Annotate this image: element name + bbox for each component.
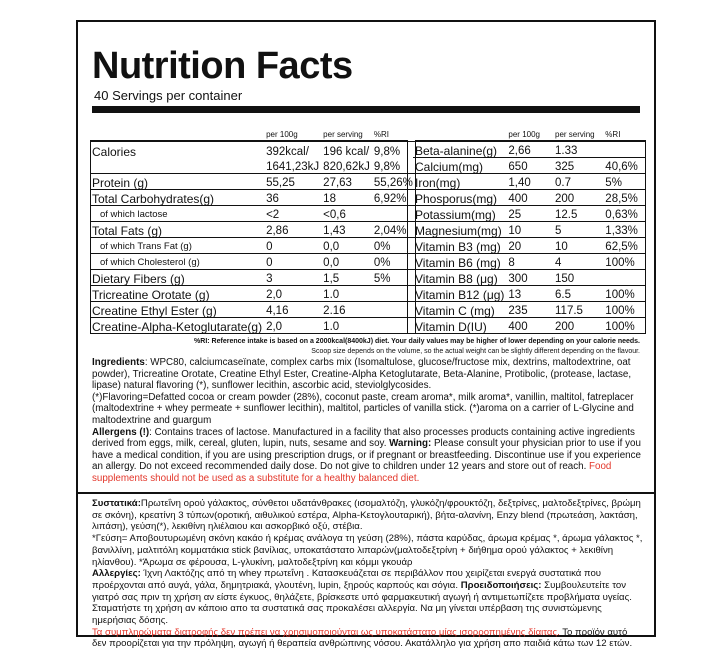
ri-percent — [603, 270, 645, 286]
page-title: Nutrition Facts — [92, 45, 353, 87]
nutrient-value: 2,0 — [264, 286, 321, 302]
greek-ingredients-section — [92, 498, 644, 650]
nutrient-value: 200 — [553, 318, 603, 334]
warning-text: Please consult your physician prior to use if you have a medical condition, if you are using prescription drugs, or if pregnant or breastfeeding. Discontinue use if you experience an allergy. Do not exceed recommended daily dose. Do not give to children under 12 years and store out of reach. — [92, 438, 641, 473]
nutrient-value: 10 — [506, 222, 553, 238]
greek-allergens-label: Αλλεργίες: — [92, 568, 141, 580]
supplement-warning: Food supplements should not be used as a substitute for a healthy balanced diet. — [92, 461, 612, 484]
nutrient-name: Creatine Ethyl Ester (g) — [90, 302, 264, 318]
greek-flavoring-paragraph: *Γεύση= Αποβουτυρωμένη σκόνη κακάο ή κρέμας ανάλογα τη γεύση (28%), πάστα καρύδας, άρωμα κρέμας *, άρωμα γάλακτος *, βανιλλίνη, μαλτιτόλη κομματάκια stick βανίλιας, υποκατάστατο λιπαρών(μαλτοδεξτρίνη + διήθημα ορού γάλακτος + λεκιθίνη ηλίανθου). *Άρωμα σε φέρουσα, L-γλυκίνη, μαλτοδεξτρίνη και κόμμι γκουάρ — [92, 533, 643, 568]
table-row — [413, 174, 645, 190]
nutrient-value: 0,0 — [321, 254, 372, 270]
nutrient-value: 196 kcal/ — [321, 142, 372, 158]
right-column-header: per 100g — [508, 130, 540, 139]
nutrient-value: 400 — [506, 318, 553, 334]
nutrient-name: Phosporus(mg) — [413, 190, 506, 206]
table-row — [90, 318, 415, 334]
nutrient-value: 235 — [506, 302, 553, 318]
left-column-header: per serving — [323, 130, 363, 139]
nutrient-name: Magnesium(mg) — [413, 222, 506, 238]
nutrient-name: Protein (g) — [90, 174, 264, 190]
warning-label: Warning: — [389, 438, 432, 450]
ingredients-label: Ingredients — [92, 357, 145, 368]
nutrient-value: 325 — [553, 158, 603, 174]
greek-allergens-text: Ίχνη Λακτόζης από τη whey πρωτεΐνη . Κατασκευάζεται σε περιβάλλον που χειρίζεται ενεργά συστατικά που προέρχονται από αυγά, γάλα, δημητριακά, γλουτένη, lupin, ξηρούς καρπούς και σόγια. — [92, 568, 602, 591]
scoop-size-note: Scoop size depends on the volume, so the actual weight can be slightly different depending on the flavour. — [311, 348, 640, 355]
nutrient-value: 150 — [553, 270, 603, 286]
ri-percent: 55,26% — [372, 174, 415, 190]
nutrient-value: 1,5 — [321, 270, 372, 286]
allergens-text: : Contains traces of lactose. Manufactured in a facility that also processes products containing active ingredients derived from eggs, milk, cereal, gluten, lupin, nuts, sesame and soy. — [92, 426, 635, 450]
ri-percent: 9,8% — [372, 158, 415, 174]
table-row — [413, 286, 645, 302]
nutrient-name: Vitamin C (mg) — [413, 302, 506, 318]
ri-percent: 1,33% — [603, 222, 645, 238]
greek-warning-text: Συμβουλευτείτε τον γιατρό σας πριν τη χρήση αν είστε έγκυος, θηλάζετε, βρίσκεστε υπό φαρμακευτική αγωγή ή αντιμετωπίζετε προβλήματα υγείας. Σταματήστε τη χρήση αν κάποιο απο τα συστατικά σας προκαλέσει αλλεργία. Να μη γίνεται υπέρβαση της συνιστώμενης ημερήσιας δόσης. — [92, 579, 632, 627]
ri-percent — [372, 302, 415, 318]
nutrition-label-panel — [76, 20, 656, 650]
nutrient-value: 650 — [506, 158, 553, 174]
nutrient-name: Vitamin B8 (μg) — [413, 270, 506, 286]
nutrient-value: 27,63 — [321, 174, 372, 190]
nutrients-table-right — [413, 129, 645, 334]
nutrient-name: Creatine-Alpha-Ketoglutarate(g) — [90, 318, 264, 334]
table-row — [413, 142, 645, 158]
nutrient-value: 300 — [506, 270, 553, 286]
table-row — [90, 142, 415, 158]
nutrient-value: 820,62kJ — [321, 158, 372, 174]
table-row — [413, 158, 645, 174]
ri-percent: 0% — [372, 254, 415, 270]
ri-percent: 40,6% — [603, 158, 645, 174]
nutrients-table-left — [90, 129, 415, 334]
nutrient-value: 0 — [264, 238, 321, 254]
nutrient-name: Iron(mg) — [413, 174, 506, 190]
nutrient-value: <2 — [264, 206, 321, 222]
table-row — [90, 270, 415, 286]
nutrient-value: 10 — [553, 238, 603, 254]
heavy-divider — [92, 106, 640, 113]
nutrient-value: 1.0 — [321, 318, 372, 334]
table-row — [413, 222, 645, 238]
allergens-paragraph — [92, 427, 644, 485]
nutrient-value: 12.5 — [553, 206, 603, 222]
nutrient-value: 0 — [264, 254, 321, 270]
nutrient-value: 117.5 — [553, 302, 603, 318]
greek-warning-label: Προειδοποιήσεις: — [460, 579, 542, 591]
nutrient-value: 8 — [506, 254, 553, 270]
nutrient-name: of which lactose — [90, 206, 264, 222]
greek-ingredients-text: Πρωτεΐνη ορού γάλακτος, σύνθετοι υδατάνθρακες (ισομαλτόζη, γλυκόζη/φρουκτόζη, δεξτρίνες, μαλτοδεξτρίνες, βρώμη σε σκόνη), κρεατίνη 3 τύπων(οροτική, αιθυλικού εστέρα, Alpha-Κετογλουταρική), βήτα-αλανίνη, Enzy blend (πρωτεάση, λακτάση, λιπάση), γεύση(*), λεκιθίνη ηλιέλαιου και ασκορβικό οξύ, στέβια. — [92, 498, 641, 533]
nutrient-name: Beta-alanine(g) — [413, 142, 506, 158]
greek-ingredients-label: Συστατικά: — [92, 498, 141, 509]
language-divider — [78, 492, 654, 494]
ri-percent — [372, 286, 415, 302]
nutrient-value: 25 — [506, 206, 553, 222]
nutrient-name: Calories — [90, 142, 264, 158]
nutrient-value: 0.7 — [553, 174, 603, 190]
nutrient-name: Dietary Fibers (g) — [90, 270, 264, 286]
ri-percent: 2,04% — [372, 222, 415, 238]
ri-percent: 100% — [603, 302, 645, 318]
ingredients-text: : WPC80, calciumcaseïnate, complex carbs mix (Isomaltulose, glucose/fructose mix, dextrins, maltodextrine, oat powder), Tricreatine Orotate, Creatine Ethyl Ester, Creatine-Alpha Ketoglutarate, Beta-Alanine, Protibolic, (protease, lactase, lipase) natural flavoring (*), sunflower lecithin, ascorbic acid, steviolglycosides. — [92, 357, 632, 392]
left-header-row — [90, 129, 415, 142]
nutrient-name: of which Cholesterol (g) — [90, 254, 264, 270]
right-header-row — [413, 129, 645, 142]
nutrient-name: Vitamin D(IU) — [413, 318, 506, 334]
nutrient-name: of which Trans Fat (g) — [90, 238, 264, 254]
ri-percent: 5% — [603, 174, 645, 190]
nutrient-value: 55,25 — [264, 174, 321, 190]
nutrient-value: 1,40 — [506, 174, 553, 190]
table-row — [413, 254, 645, 270]
ri-percent — [372, 318, 415, 334]
right-column-header — [413, 129, 506, 142]
right-column-header: per serving — [555, 130, 595, 139]
nutrient-value: 4,16 — [264, 302, 321, 318]
ingredients-paragraph — [92, 357, 644, 392]
table-row — [90, 254, 415, 270]
ri-percent — [372, 206, 415, 222]
flavoring-paragraph: (*)Flavoring=Defatted cocoa or cream powder (28%), coconut paste, cream aroma*, milk aroma*, vanillin, maltitol, fatreplacer (maltodextrine + whey permeate + sunflower lecithin), maltitol, particles of vanilla stick. (*)aroma on a carrier of L-Glycine and maltodextrine and guargum — [92, 391, 634, 426]
nutrient-value: 1641,23kJ — [264, 158, 321, 174]
table-row — [90, 238, 415, 254]
nutrient-name: Potassium(mg) — [413, 206, 506, 222]
nutrient-value: 3 — [264, 270, 321, 286]
ri-percent: 100% — [603, 286, 645, 302]
nutrient-value: 20 — [506, 238, 553, 254]
nutrient-name: Tricreatine Orotate (g) — [90, 286, 264, 302]
reference-intake-note: %RI: Reference intake is based on a 2000kcal(8400kJ) diet. Your daily values may be higher of lower depending on your calorie needs. — [194, 338, 640, 345]
nutrient-value: 13 — [506, 286, 553, 302]
nutrient-name: Vitamin B12 (μg) — [413, 286, 506, 302]
nutrient-name — [90, 158, 264, 174]
table-row — [413, 238, 645, 254]
ri-percent: 28,5% — [603, 190, 645, 206]
nutrient-name: Total Fats (g) — [90, 222, 264, 238]
table-row — [90, 206, 415, 222]
nutrient-value: 392kcal/ — [264, 142, 321, 158]
nutrient-value: 1.0 — [321, 286, 372, 302]
nutrient-value: 0,0 — [321, 238, 372, 254]
table-row — [90, 190, 415, 206]
nutrient-value: 1.33 — [553, 142, 603, 158]
nutrient-value: 5 — [553, 222, 603, 238]
nutrient-value: 2,66 — [506, 142, 553, 158]
allergens-label: Allergens (!) — [92, 426, 150, 438]
ri-percent: 0% — [372, 238, 415, 254]
table-row — [413, 302, 645, 318]
nutrient-value: 1,43 — [321, 222, 372, 238]
nutrient-name: Calcium(mg) — [413, 158, 506, 174]
nutrient-name: Vitamin B3 (mg) — [413, 238, 506, 254]
ri-percent: 0,63% — [603, 206, 645, 222]
ri-percent: 6,92% — [372, 190, 415, 206]
greek-closing-text: Το προϊόν αυτό δεν προορίζεται για την πρόληψη, αγωγή ή θεραπεία ανθρώπινης νόσου. Ακατάλληλο για χρήση απο παιδιά κάτω των 12 ετών. — [92, 626, 633, 650]
nutrient-value: 2.16 — [321, 302, 372, 318]
ri-percent: 5% — [372, 270, 415, 286]
nutrient-value: <0,6 — [321, 206, 372, 222]
ri-percent: 100% — [603, 254, 645, 270]
nutrient-value: 4 — [553, 254, 603, 270]
nutrient-value: 18 — [321, 190, 372, 206]
left-column-header — [90, 129, 264, 142]
table-row — [90, 174, 415, 190]
table-row — [413, 206, 645, 222]
nutrient-value: 2,86 — [264, 222, 321, 238]
ri-percent: 100% — [603, 318, 645, 334]
nutrient-value: 6.5 — [553, 286, 603, 302]
greek-ingredients-paragraph — [92, 498, 644, 533]
nutrient-name: Vitamin B6 (mg) — [413, 254, 506, 270]
table-row — [413, 190, 645, 206]
table-row — [90, 286, 415, 302]
nutrient-value: 400 — [506, 190, 553, 206]
greek-supplement-paragraph — [92, 627, 644, 650]
table-row — [90, 222, 415, 238]
ri-percent: 9,8% — [372, 142, 415, 158]
right-column-header: %RI — [605, 130, 621, 139]
nutrient-value: 200 — [553, 190, 603, 206]
nutrient-name: Total Carbohydrates(g) — [90, 190, 264, 206]
servings-per-container: 40 Servings per container — [94, 88, 243, 103]
ri-percent: 62,5% — [603, 238, 645, 254]
left-column-header: per 100g — [266, 130, 298, 139]
nutrient-value: 2,0 — [264, 318, 321, 334]
english-ingredients-section — [92, 357, 644, 485]
ri-percent — [603, 142, 645, 158]
left-column-header: %RI — [373, 130, 389, 139]
greek-allergens-paragraph — [92, 568, 644, 627]
nutrient-value: 36 — [264, 190, 321, 206]
table-row — [90, 158, 415, 174]
table-row — [413, 270, 645, 286]
greek-supplement-warning: Τα συμπληρώματα διατροφής δεν πρέπει να χρησιμοποιούνται ως υποκατάστατο μίας ισορροπημένης δίαιτας. — [92, 626, 560, 638]
table-row — [90, 302, 415, 318]
table-row — [413, 318, 645, 334]
